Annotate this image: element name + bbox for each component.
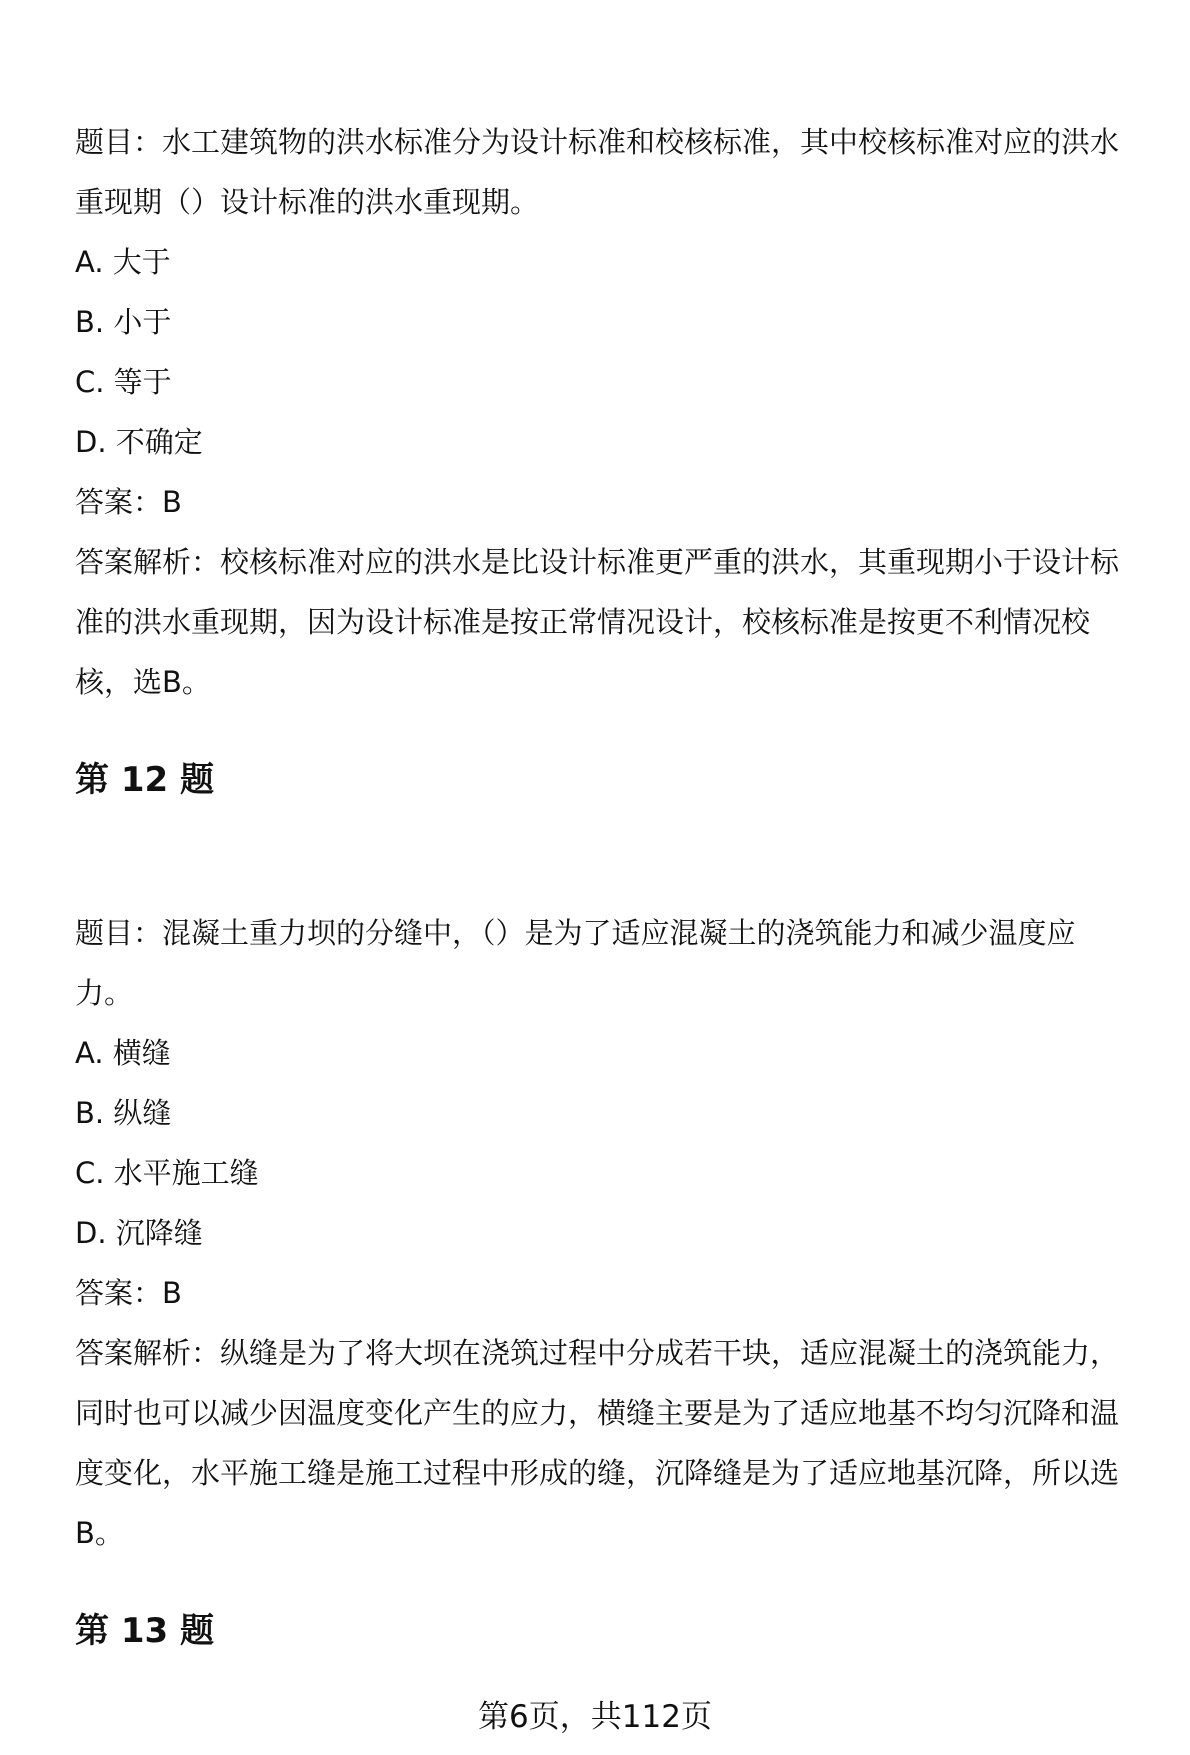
question-stem: 题目：混凝土重力坝的分缝中，（）是为了适应混凝土的浇筑能力和减少温度应 (75, 916, 1076, 950)
question-12 (75, 903, 1165, 1563)
answer-analysis: 同时也可以减少因温度变化产生的应力，横缝主要是为了适应地基不均匀沉降和温 (75, 1396, 1120, 1430)
question-stem: 重现期（）设计标准的洪水重现期。 (75, 185, 540, 219)
question-stem: 力。 (75, 976, 134, 1010)
answer-analysis: 核，选B。 (75, 665, 211, 699)
answer-analysis: 度变化，水平施工缝是施工过程中形成的缝，沉降缝是为了适应地基沉降，所以选 (75, 1456, 1120, 1490)
question-stem: 题目：水工建筑物的洪水标准分为设计标准和校核标准，其中校核标准对应的洪水 (75, 125, 1120, 159)
answer-analysis: 答案解析：校核标准对应的洪水是比设计标准更严重的洪水，其重现期小于设计标 (75, 545, 1120, 579)
option-c: C. 等于 (75, 365, 172, 399)
answer: 答案：B (75, 485, 182, 519)
option-a: A. 横缝 (75, 1036, 171, 1070)
question-12-heading: 第 12 题 (75, 760, 214, 800)
question-13-heading: 第 13 题 (75, 1611, 214, 1651)
option-d: D. 沉降缝 (75, 1216, 203, 1250)
spacer (75, 810, 1165, 903)
answer-analysis: B。 (75, 1516, 124, 1550)
option-c: C. 水平施工缝 (75, 1156, 259, 1190)
option-d: D. 不确定 (75, 425, 203, 459)
answer-analysis: 准的洪水重现期，因为设计标准是按正常情况设计，校核标准是按更不利情况校 (75, 605, 1091, 639)
answer: 答案：B (75, 1276, 182, 1310)
document-page (75, 112, 1165, 1661)
answer-analysis: 答案解析：纵缝是为了将大坝在浇筑过程中分成若干块，适应混凝土的浇筑能力， (75, 1336, 1120, 1370)
option-b: B. 纵缝 (75, 1096, 172, 1130)
option-a: A. 大于 (75, 245, 171, 279)
option-b: B. 小于 (75, 305, 172, 339)
page-indicator: 第6页，共112页 (478, 1699, 712, 1735)
question-11 (75, 112, 1165, 712)
